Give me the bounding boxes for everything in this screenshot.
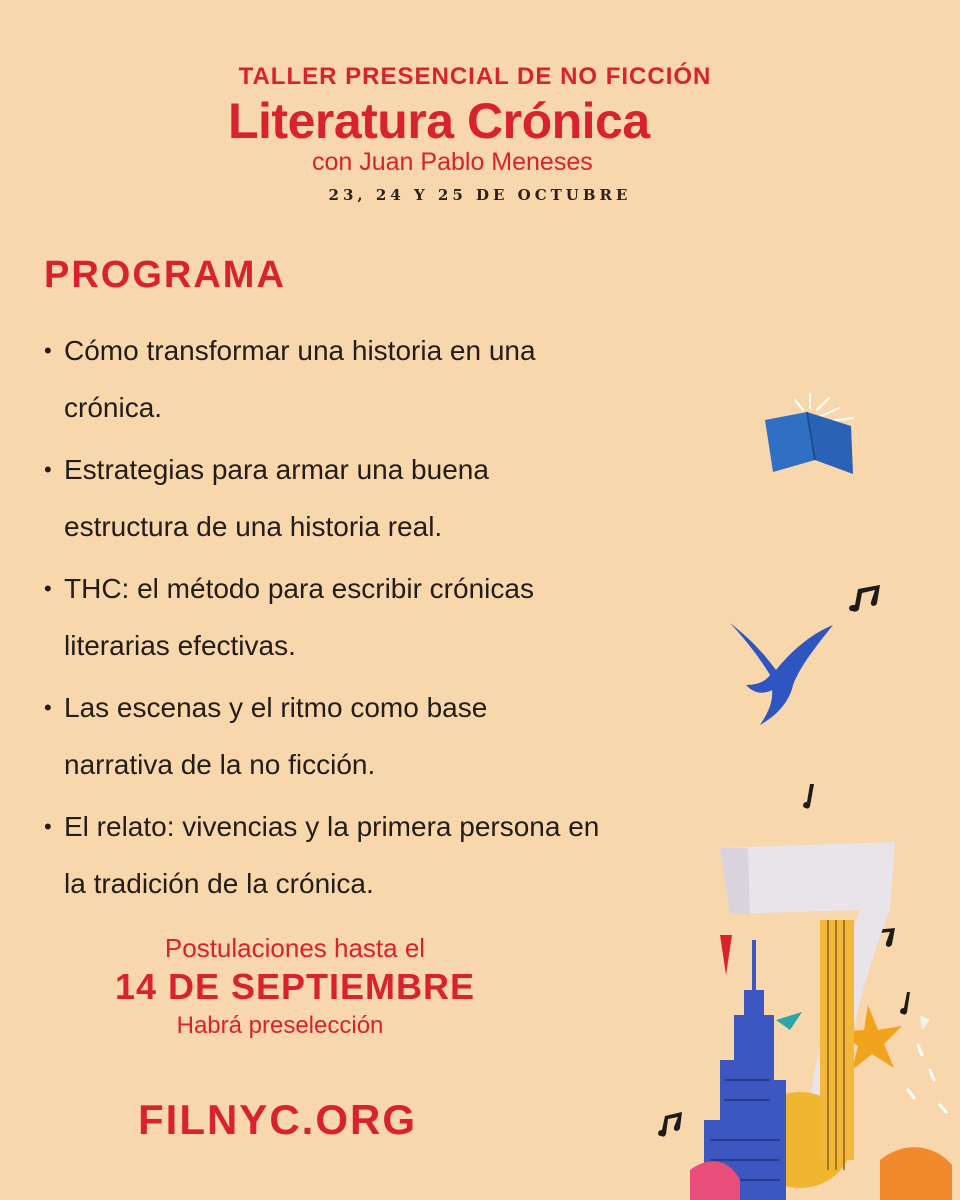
- bullet-icon: •: [44, 814, 52, 839]
- website-link[interactable]: FILNYC.ORG: [138, 1096, 417, 1143]
- bullet-icon: •: [44, 457, 52, 482]
- city-collage-illustration: [690, 840, 960, 1200]
- bullet-icon: •: [44, 576, 52, 601]
- program-item: [44, 560, 724, 674]
- music-note-icon: [846, 585, 886, 615]
- program-item: [44, 798, 724, 912]
- preselection-note: Habrá preselección: [176, 1012, 384, 1039]
- program-item-line: estructura de una historia real.: [64, 511, 443, 542]
- workshop-kicker: TALLER PRESENCIAL DE NO FICCIÓN: [238, 63, 712, 90]
- deadline-date: 14 DE SEPTIEMBRE: [114, 966, 476, 1007]
- music-note-icon: [800, 780, 824, 812]
- program-item-line: THC: el método para escribir crónicas: [64, 573, 534, 604]
- workshop-dates: 23, 24 Y 25 DE OCTUBRE: [328, 186, 632, 204]
- program-title: PROGRAMA: [44, 254, 286, 296]
- program-item-line: literarias efectivas.: [64, 630, 296, 661]
- program-list: [44, 322, 724, 917]
- bird-icon: [728, 615, 843, 750]
- bullet-icon: •: [44, 695, 52, 720]
- program-item: [44, 322, 724, 436]
- workshop-title: Literatura Crónica: [228, 93, 650, 149]
- workshop-subtitle: con Juan Pablo Meneses: [312, 148, 593, 176]
- program-item-line: narrativa de la no ficción.: [64, 749, 376, 780]
- open-book-icon: [755, 390, 865, 485]
- program-item-line: Cómo transformar una historia en una: [64, 335, 536, 366]
- bullet-icon: •: [44, 338, 52, 363]
- program-item-line: la tradición de la crónica.: [64, 868, 374, 899]
- program-item-line: Estrategias para armar una buena: [64, 454, 489, 485]
- music-note-icon: [656, 1112, 686, 1140]
- deadline-intro: Postulaciones hasta el: [164, 933, 426, 963]
- program-item: [44, 441, 724, 555]
- program-item-line: El relato: vivencias y la primera persona en: [64, 811, 600, 842]
- program-item: [44, 679, 724, 793]
- program-item-line: crónica.: [64, 392, 163, 423]
- program-item-line: Las escenas y el ritmo como base: [64, 692, 488, 723]
